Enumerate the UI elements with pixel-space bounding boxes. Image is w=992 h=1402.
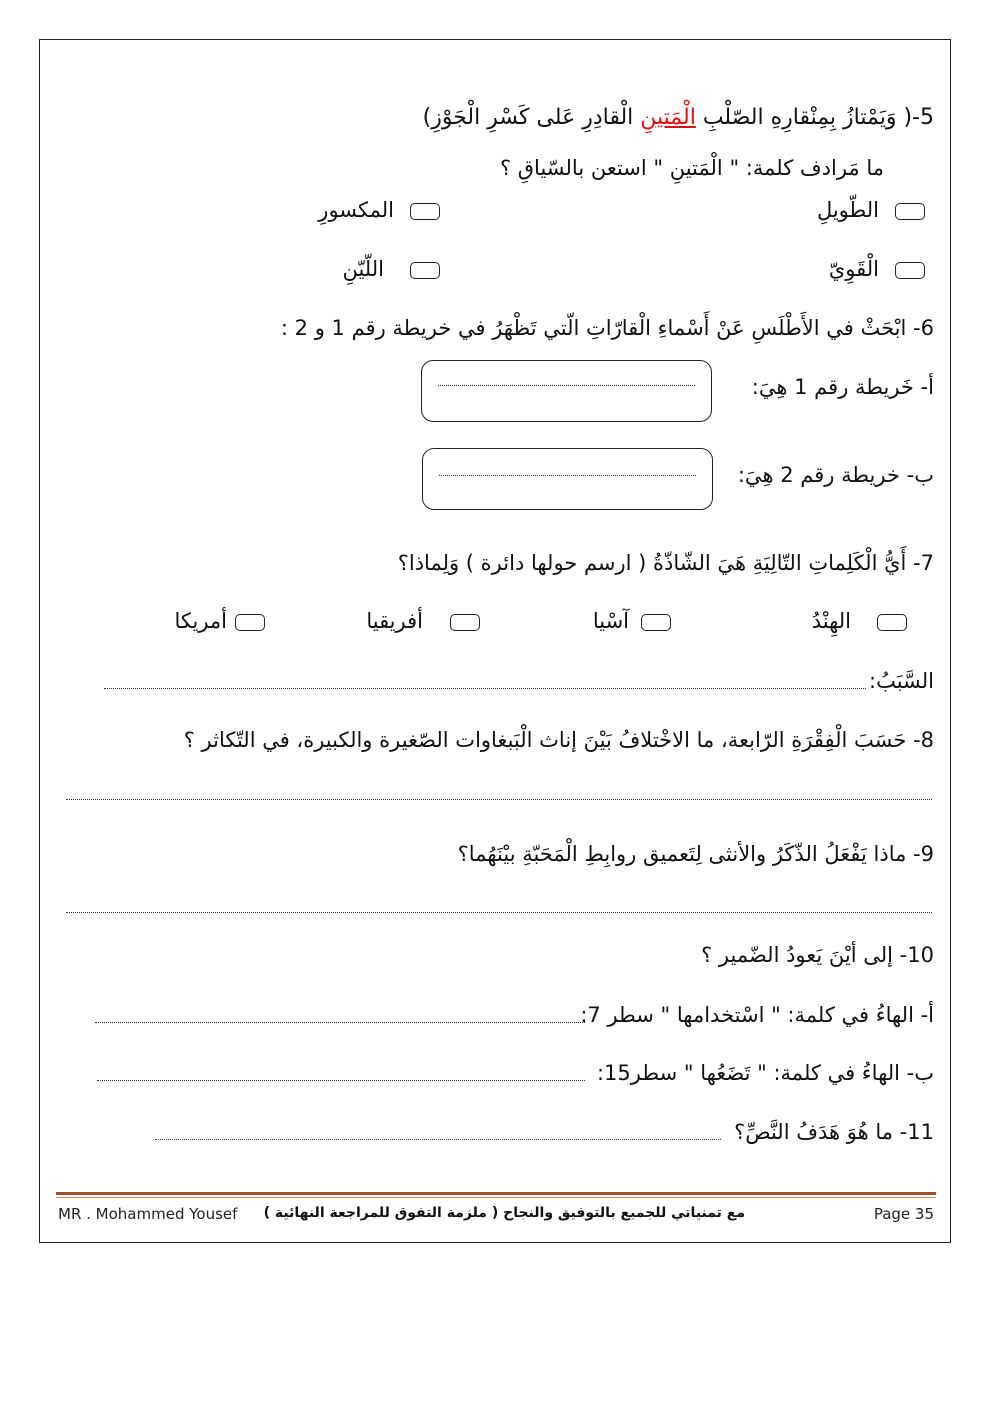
q5-highlight-word: الْمَتينِ bbox=[640, 105, 696, 130]
q9-prompt: 9- ماذا يَفْعَلُ الذّكَرُ والأنثى لِتَعميق روابِطِ الْمَحَبّةِ بيْنَهُما؟ bbox=[457, 842, 934, 866]
q5-option-checkbox[interactable] bbox=[410, 203, 440, 220]
q5-question: ما مَرادف كلمة: " الْمَتينِ " استعن بالسّياقِ ؟ bbox=[499, 156, 884, 180]
q10-a-label: أ- الهاءُ في كلمة: " اسْتخدامها " سطر 7: bbox=[580, 1003, 934, 1027]
q7-option-label: أفريقيا bbox=[366, 609, 423, 633]
q5-option-checkbox[interactable] bbox=[410, 262, 440, 279]
footer-author: MR . Mohammed Yousef bbox=[58, 1205, 238, 1223]
q7-reason-line[interactable] bbox=[104, 688, 866, 689]
q5-option-label: الطّويلِ bbox=[816, 198, 879, 222]
q8-answer-line[interactable] bbox=[66, 799, 932, 800]
q8-prompt: 8- حَسَبَ الْفِقْرَةِ الرّابعة، ما الاخْتلافُ بَيْنَ إناث الْبَبغاوات الصّغيرة والكبيرة، في التّكاثر ؟ bbox=[183, 728, 934, 752]
q11-prompt: 11- ما هُوَ هَدَفُ النَّصِّ؟ bbox=[734, 1120, 934, 1144]
q10-b-answer-line[interactable] bbox=[97, 1080, 585, 1081]
q7-option-label: الهِنْدُ bbox=[811, 609, 851, 633]
answer-dotted-line bbox=[438, 385, 695, 386]
q6-a-answer-box[interactable] bbox=[421, 360, 712, 422]
q7-option-checkbox[interactable] bbox=[235, 614, 265, 631]
q7-option-label: أمريكا bbox=[174, 609, 227, 633]
footer-page-number: Page 35 bbox=[873, 1205, 934, 1223]
q5-option-label: المكسورِ bbox=[318, 198, 394, 222]
q5-option-checkbox[interactable] bbox=[895, 203, 925, 220]
q5-sentence: 5-( وَيَمْتازُ بِمِنْقارِهِ الصّلْبِ الْمَتينِ الْقادِرِ عَلى كَسْرِ الْجَوْزِ) bbox=[422, 105, 934, 130]
q10-b-label: ب- الهاءُ في كلمة: " تَضَعُها " سطر15: bbox=[596, 1061, 934, 1085]
q10-a-answer-line[interactable] bbox=[95, 1022, 585, 1023]
answer-dotted-line bbox=[439, 475, 696, 476]
q5-option-label: الْقَوِيّ bbox=[828, 257, 879, 281]
q5-option-checkbox[interactable] bbox=[895, 262, 925, 279]
q6-a-label: أ- خَريطة رقم 1 هِيَ: bbox=[751, 375, 934, 399]
q5-option-label: اللّيّنِ bbox=[342, 257, 384, 281]
q6-b-label: ب- خريطة رقم 2 هِيَ: bbox=[737, 463, 934, 487]
q7-option-checkbox[interactable] bbox=[641, 614, 671, 631]
q11-answer-line[interactable] bbox=[155, 1139, 721, 1140]
footer-wishes: مع تمنياتي للجميع بالتوفيق والنجاح ( ملزمة التفوق للمراجعة النهائية ) bbox=[263, 1205, 745, 1221]
q7-option-label: آسْيا bbox=[592, 609, 629, 633]
footer-divider bbox=[56, 1192, 936, 1195]
footer-divider-thin bbox=[56, 1197, 936, 1198]
q7-prompt: 7- أَيُّ الْكَلِماتِ التّالِيَةِ هَيَ الشّاذّةُ ( ارسم حولها دائرة ) وَلِماذا؟ bbox=[397, 551, 934, 575]
q7-option-checkbox[interactable] bbox=[450, 614, 480, 631]
q9-answer-line[interactable] bbox=[66, 912, 932, 913]
q7-option-checkbox[interactable] bbox=[877, 614, 907, 631]
q10-prompt: 10- إلى أيْنَ يَعودُ الضّمير ؟ bbox=[701, 943, 934, 967]
q7-reason-label: السَّبَبُ: bbox=[869, 669, 934, 693]
q6-b-answer-box[interactable] bbox=[422, 448, 713, 510]
q6-prompt: 6- ابْحَثْ في الأَطْلَسِ عَنْ أَسْماءِ الْقارّاتِ الّتي تَظْهَرُ في خريطة رقم 1 و 2 : bbox=[280, 316, 934, 340]
